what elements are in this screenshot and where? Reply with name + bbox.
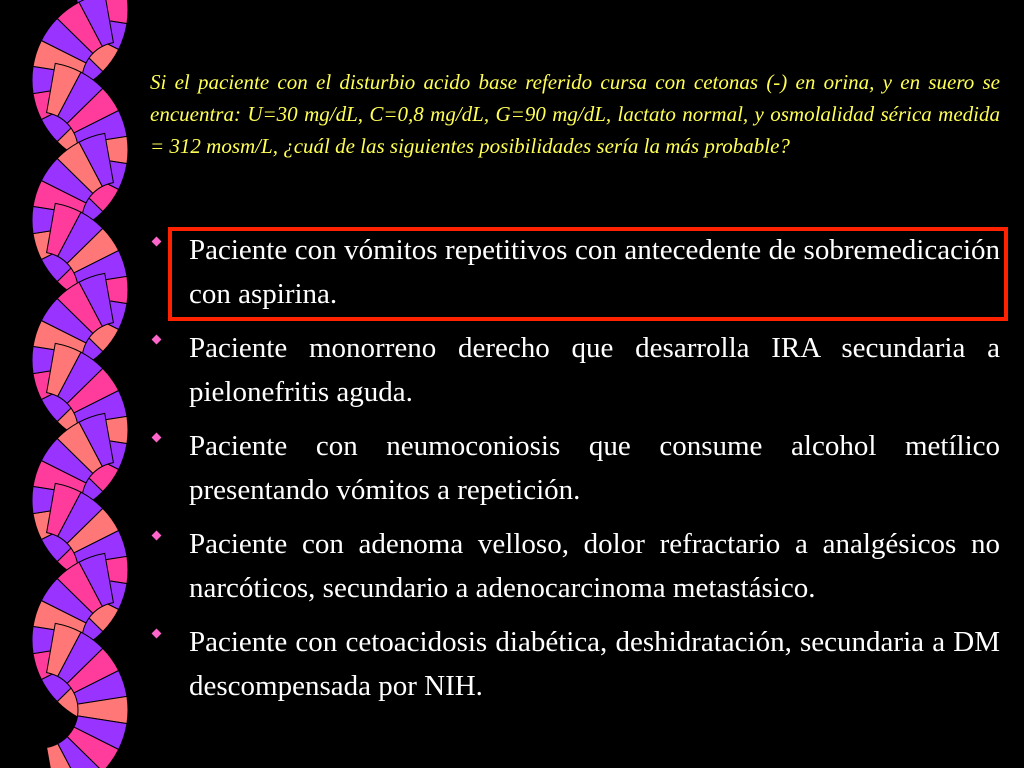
option-item [150, 228, 1000, 316]
option-item [150, 326, 1000, 414]
diamond-bullet-icon [152, 531, 162, 541]
option-text: Paciente monorreno derecho que desarrolla IRA secundaria a pielonefritis aguda. [189, 332, 1000, 408]
options-list [150, 228, 1000, 718]
option-text: Paciente con vómitos repetitivos con antecedente de sobremedicación con aspirina. [189, 234, 1000, 310]
option-item [150, 522, 1000, 610]
diamond-bullet-icon [152, 335, 162, 345]
option-text: Paciente con cetoacidosis diabética, deshidratación, secundaria a DM descompensada por NIH. [189, 626, 1000, 702]
diamond-bullet-icon [152, 237, 162, 247]
option-text: Paciente con neumoconiosis que consume alcohol metílico presentando vómitos a repetición. [189, 430, 1000, 506]
fan-ribbon-decoration [0, 0, 140, 768]
option-item [150, 424, 1000, 512]
diamond-bullet-icon [152, 433, 162, 443]
option-item [150, 620, 1000, 708]
option-text: Paciente con adenoma velloso, dolor refractario a analgésicos no narcóticos, secundario a adenocarcinoma metastásico. [189, 528, 1000, 604]
diamond-bullet-icon [152, 629, 162, 639]
question-text: Si el paciente con el disturbio acido base referido cursa con cetonas (-) en orina, y en suero se encuentra: U=30 mg/dL, C=0,8 mg/dL, G=90 mg/dL, lactato normal, y osmolalidad sérica medida = 312 mosm/L, ¿cuál de las siguientes posibilidades sería la más probable? [150, 70, 1000, 158]
